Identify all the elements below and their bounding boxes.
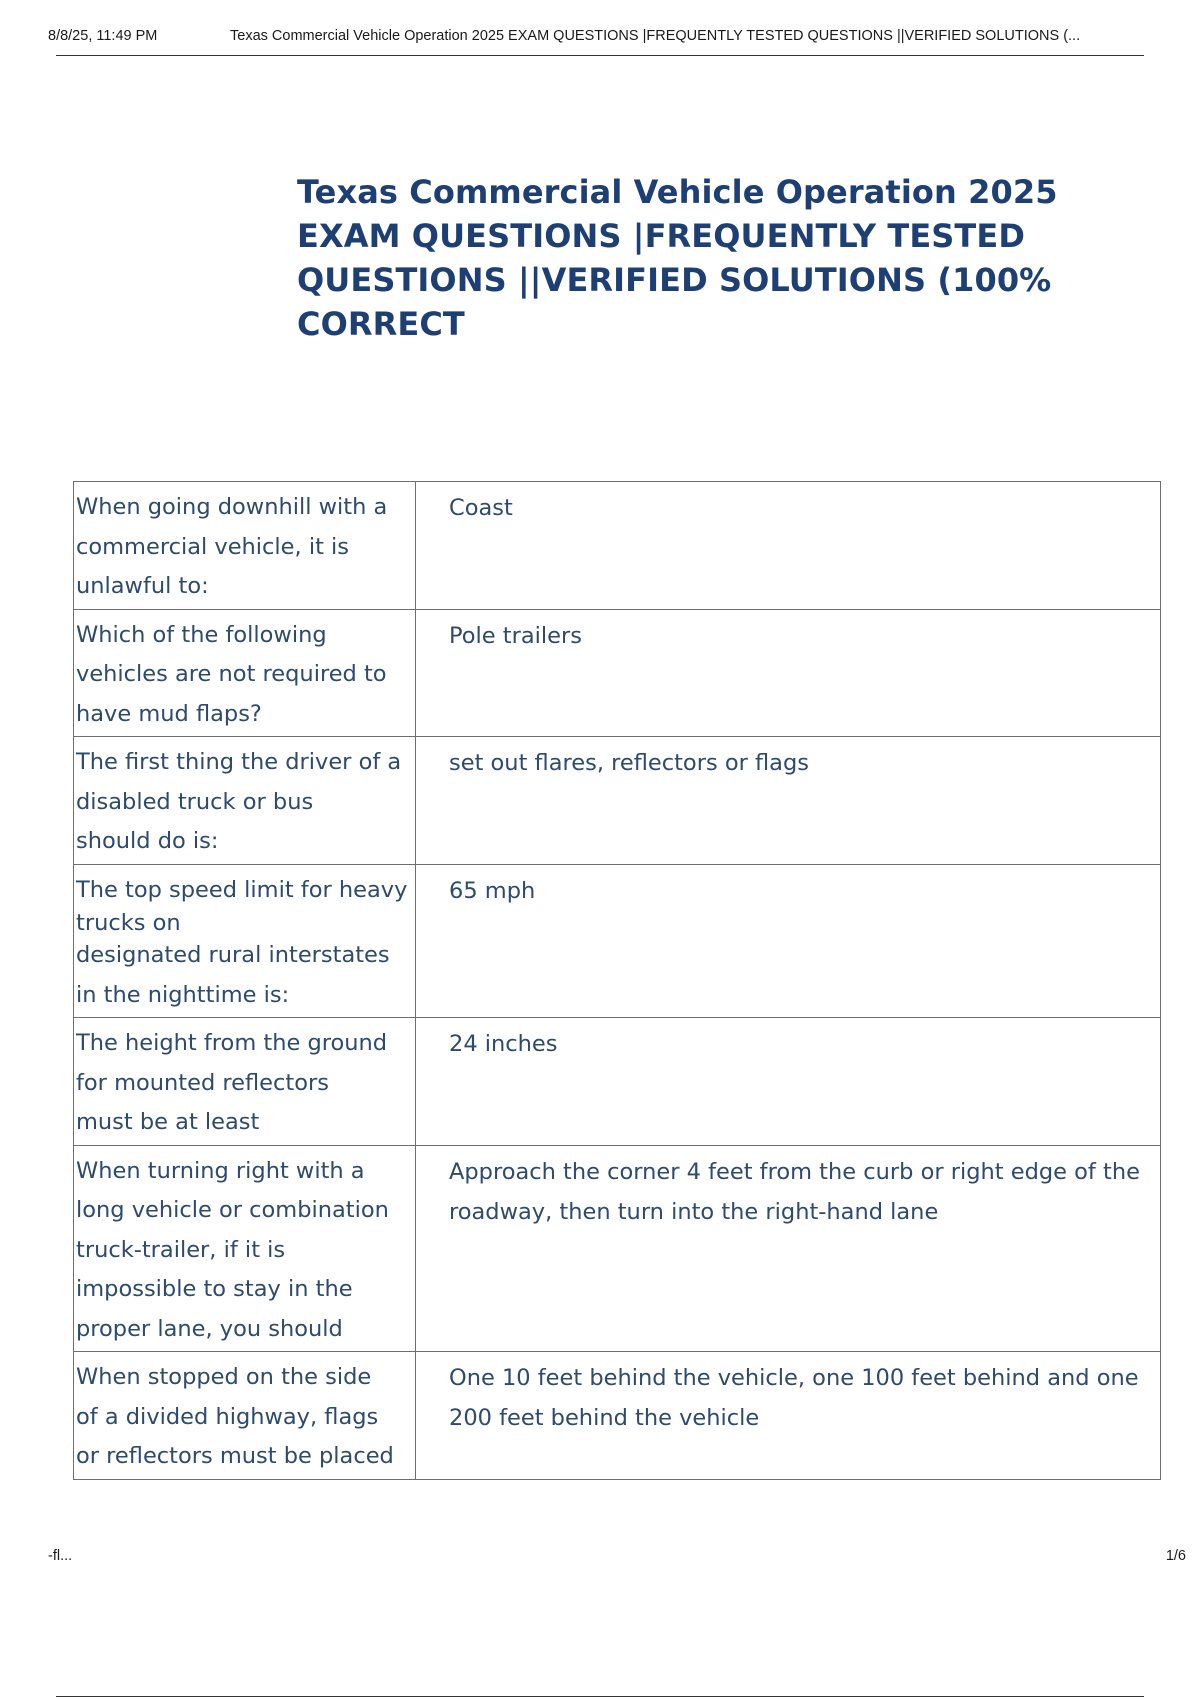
question-cell — [74, 1352, 416, 1480]
table-row — [74, 1145, 1161, 1352]
print-url: -fl... — [48, 1548, 73, 1564]
question-line: for mounted reflectors — [76, 1069, 329, 1096]
question-line: vehicles are not required to — [76, 661, 387, 687]
question-line: The height from the ground — [76, 1030, 388, 1056]
page-number: 1/6 — [1165, 1548, 1186, 1564]
question-line: unlawful to: — [76, 573, 209, 599]
print-doc-title: Texas Commercial Vehicle Operation 2025 EXAM QUESTIONS |FREQUENTLY TESTED QUESTIONS ||VERIFIED SOLUTIONS (... — [230, 28, 1081, 44]
question-cell — [74, 737, 416, 865]
question-line: impossible to stay in the — [76, 1276, 353, 1302]
answer-cell: 65 mph — [416, 864, 1161, 1018]
question-line: have mud flaps? — [76, 700, 262, 727]
question-line: or reflectors must be placed — [76, 1443, 394, 1469]
question-cell — [74, 864, 416, 1018]
table-row — [74, 864, 1161, 1018]
question-cell — [74, 1018, 416, 1146]
answer-cell: Pole trailers — [416, 609, 1161, 737]
question-line: The first thing the driver of a — [76, 749, 402, 775]
question-line: of a divided highway, flags — [76, 1403, 379, 1430]
answer-cell: One 10 feet behind the vehicle, one 100 feet behind and one 200 feet behind the vehicle — [416, 1352, 1161, 1480]
question-line: proper lane, you should — [76, 1315, 343, 1342]
header-divider — [56, 55, 1144, 56]
question-line: commercial vehicle, it is — [76, 533, 350, 560]
answer-cell: set out flares, reflectors or flags — [416, 737, 1161, 865]
bottom-divider — [56, 1696, 1144, 1697]
table-row — [74, 737, 1161, 865]
question-line: should do is: — [76, 828, 219, 854]
answer-cell: Approach the corner 4 feet from the curb or right edge of the roadway, then turn into the right-hand lane — [416, 1145, 1161, 1352]
table-row — [74, 482, 1161, 610]
answer-cell: 24 inches — [416, 1018, 1161, 1146]
question-line: designated rural interstates — [76, 942, 390, 968]
print-datetime: 8/8/25, 11:49 PM — [48, 28, 158, 44]
qa-table — [73, 481, 1161, 1480]
answer-cell: Coast — [416, 482, 1161, 610]
question-line: When going downhill with a — [76, 494, 388, 520]
question-line: The top speed limit for heavy — [76, 876, 408, 903]
question-line: truck-trailer, if it is — [76, 1236, 286, 1263]
question-line: When turning right with a — [76, 1157, 365, 1184]
question-cell — [74, 482, 416, 610]
question-line: long vehicle or combination — [76, 1197, 389, 1223]
question-cell — [74, 1145, 416, 1352]
question-line: in the nighttime is: — [76, 981, 290, 1008]
table-row — [74, 1352, 1161, 1480]
document-heading: Texas Commercial Vehicle Operation 2025 EXAM QUESTIONS |FREQUENTLY TESTED QUESTIONS ||VERIFIED SOLUTIONS (100% CORRECT — [297, 173, 1058, 343]
print-header — [48, 28, 1168, 50]
table-row — [74, 609, 1161, 737]
question-line: When stopped on the side — [76, 1364, 372, 1390]
question-line: disabled truck or bus — [76, 788, 314, 815]
table-row — [74, 1018, 1161, 1146]
question-line: must be at least — [76, 1109, 260, 1135]
question-line: Which of the following — [76, 621, 327, 648]
question-line: trucks on — [76, 910, 181, 936]
question-cell — [74, 609, 416, 737]
